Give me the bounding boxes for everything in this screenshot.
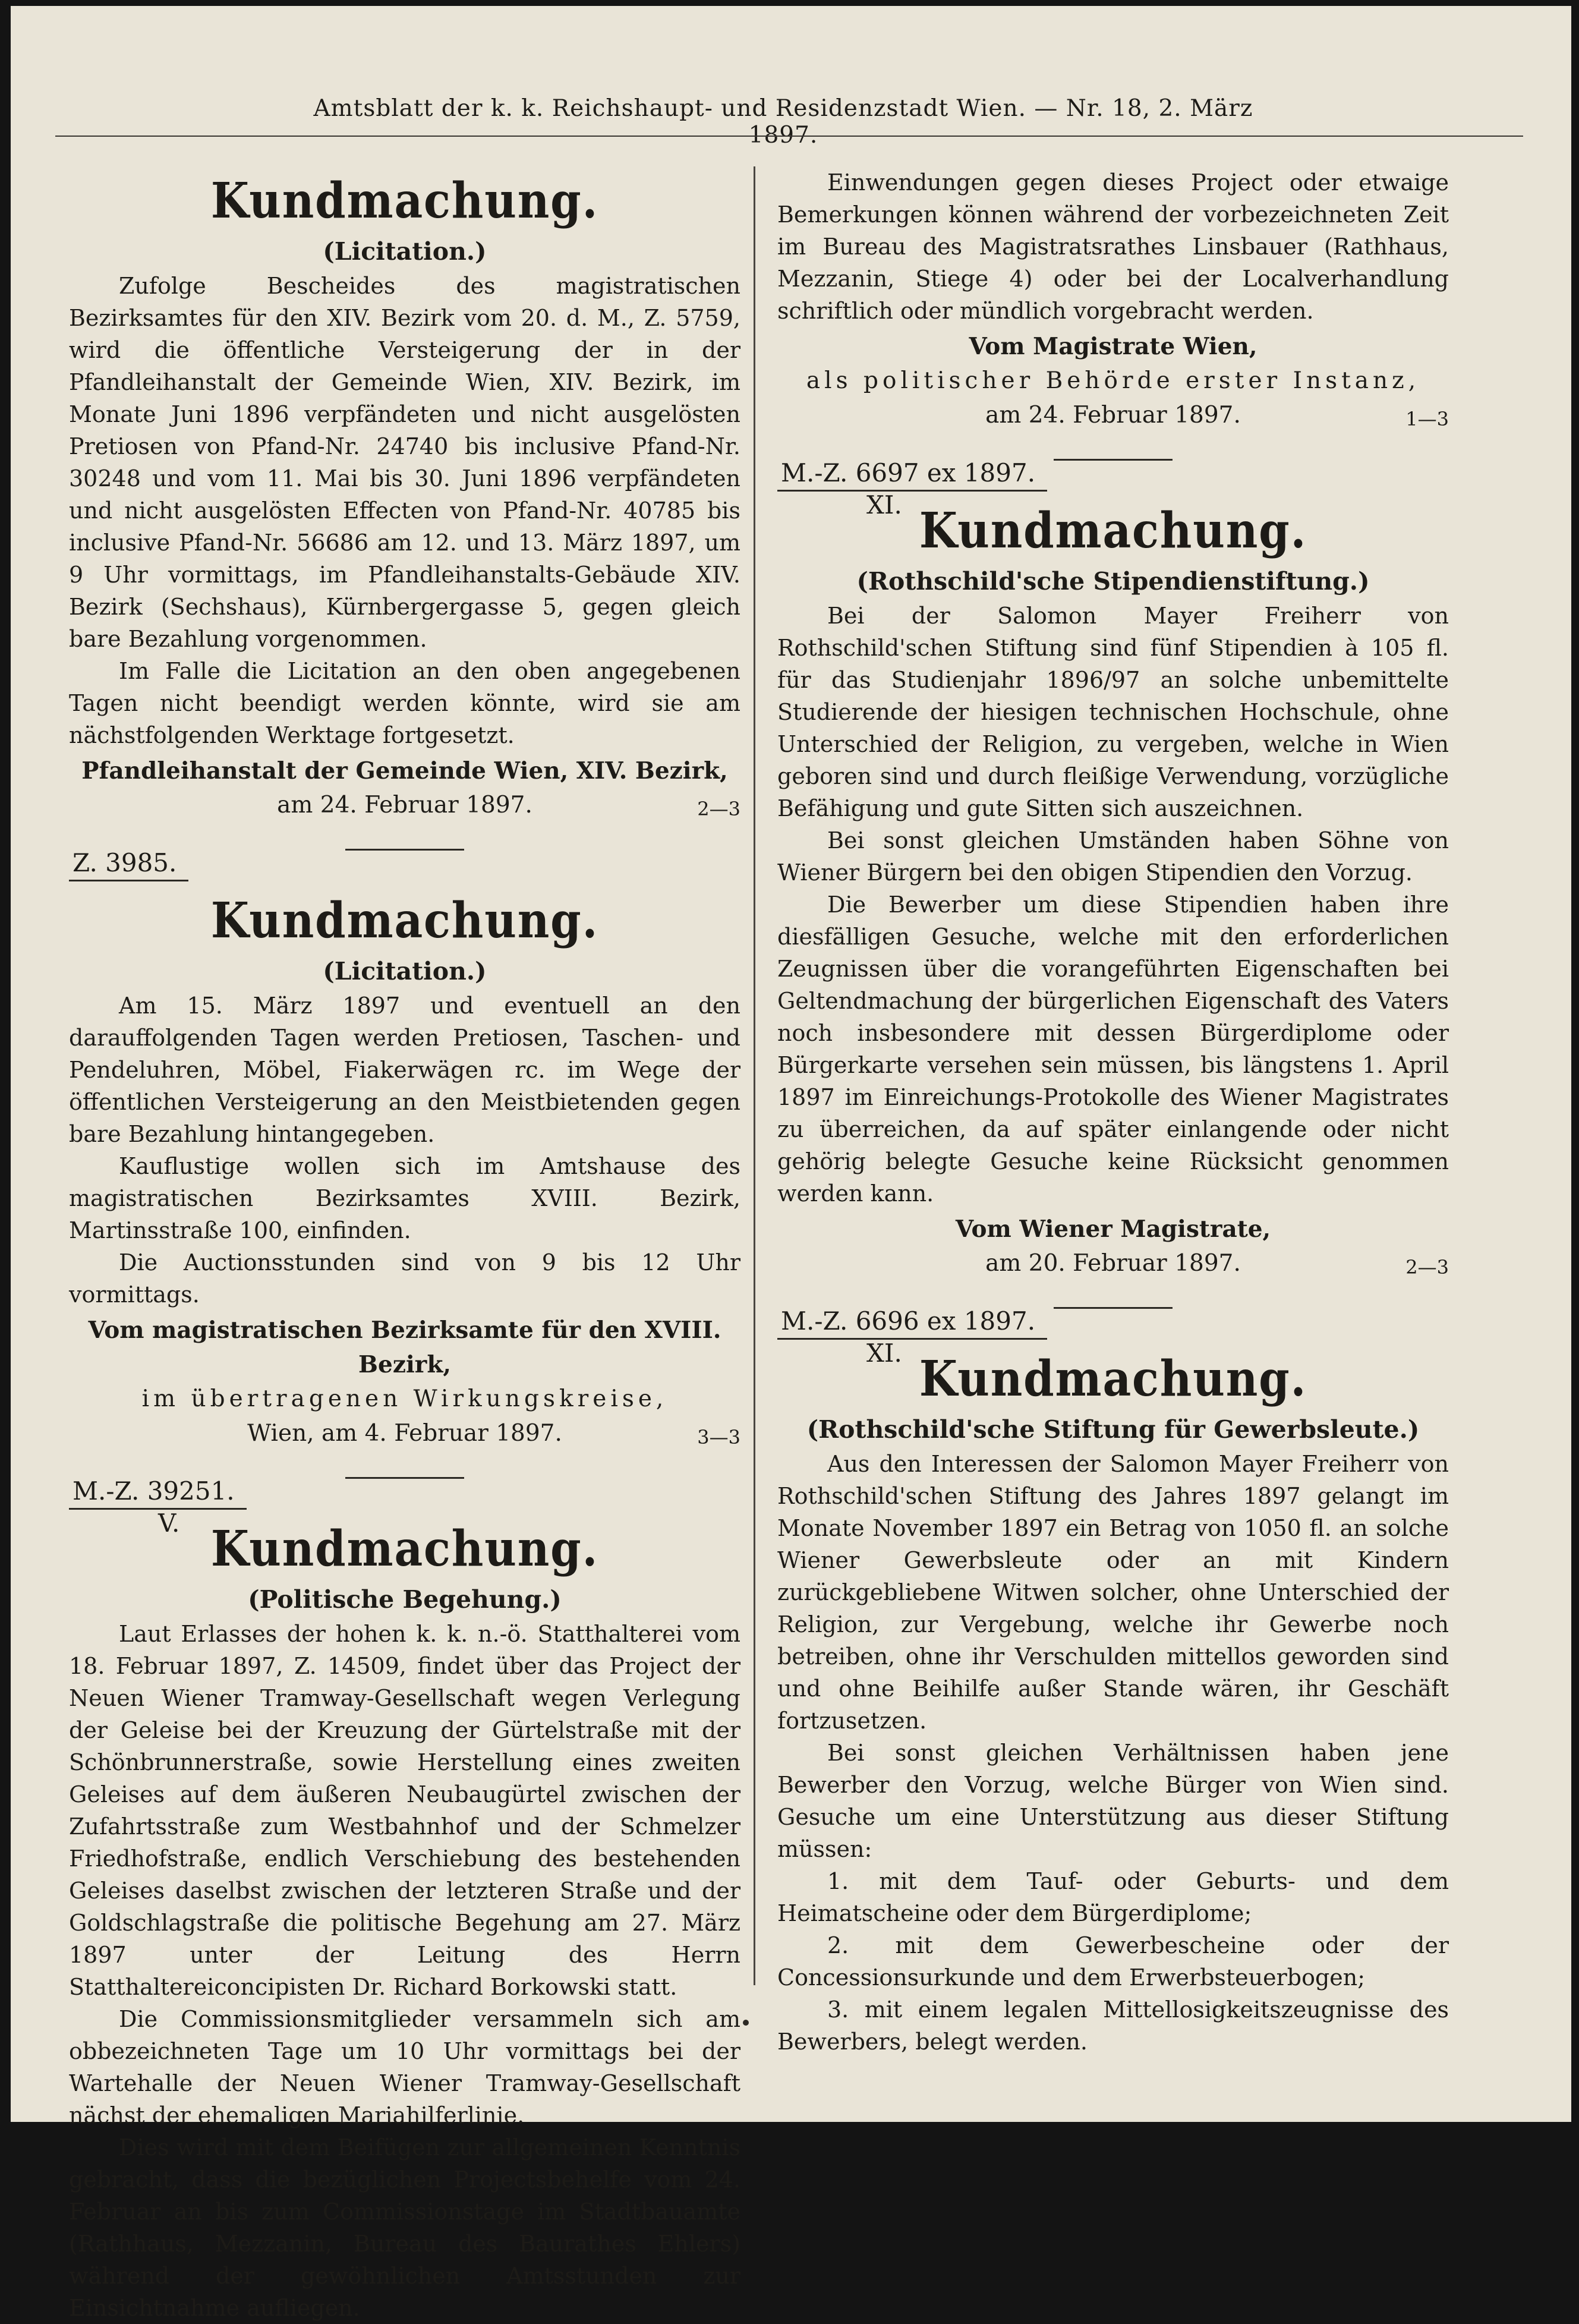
notice-paragraph: Bei der Salomon Mayer Freiherr von Rothschild'schen Stiftung sind fünf Stipendien à 105 fl. für das Studienjahr 1896/97 an solche unbemittelte Studierende der hiesigen technischen Hochschule, ohne Unterschied der Religion, zu vergeben, welche in Wien geboren sind und durch fleißige Verwendung, vorzügliche Befähigung und gute Sitten sich auszeichnen. (777, 603, 1449, 821)
notice-signature: Vom Wiener Magistrate, (955, 1215, 1271, 1243)
ref-line (777, 452, 1449, 519)
ref-line (777, 1300, 1449, 1368)
notice-date-row (777, 398, 1449, 433)
newspaper-page (11, 6, 1571, 2321)
notice-count: 2—3 (697, 798, 740, 820)
notice-signature: Vom magistratischen Bezirksamte für den XVIII. Bezirk, (88, 1317, 721, 1378)
notice-date: am 24. Februar 1897. (277, 792, 532, 818)
notice-title: Kundmachung. (210, 172, 599, 229)
notice-signature: Vom Magistrate Wien, (969, 333, 1257, 360)
notice-paragraph: Kauflustige wollen sich im Amtshause des magistratischen Bezirksamtes XVIII. Bezirk, Martinsstraße 100, einfinden. (69, 1153, 740, 1243)
column-divider (754, 166, 755, 1985)
page-mark (743, 2020, 749, 2026)
notice-paragraph: Im Falle die Licitation an den oben angegebenen Tagen nicht beendigt werden könnte, wird sie am nächstfolgenden Werktage fortgesetzt. (69, 658, 740, 748)
notice-stipendienstiftung (777, 452, 1449, 1281)
notice-subtitle: (Licitation.) (323, 957, 487, 985)
notice-subtitle: (Rothschild'sche Stiftung für Gewerbsleute.) (806, 1415, 1420, 1444)
notice-date-row (69, 788, 740, 823)
notice-count: 2—3 (1405, 1256, 1449, 1278)
list-item: 1. mit dem Tauf- oder Geburts- und dem Heimatscheine oder dem Bürgerdiplome; (777, 1868, 1449, 1926)
notice-pfandleihanstalt (69, 169, 740, 823)
page-header: Amtsblatt der k. k. Reichshaupt- und Residenzstadt Wien. — Nr. 18, 2. März 1897. (313, 95, 1253, 149)
notice-paragraph: Am 15. März 1897 und eventuell an den darauffolgenden Tagen werden Pretiosen, Taschen- und Pendeluhren, Möbel, Fiakerwägen rc. im Wege der öffentlichen Versteigerung an den Meistbietenden gegen bare Bezahlung hintangegeben. (69, 993, 740, 1147)
notice-paragraph: Bei sonst gleichen Umständen haben Söhne von Wiener Bürgern bei den obigen Stipendien den Vorzug. (777, 827, 1449, 886)
notice-reference: M.-Z. 6696 ex 1897. (777, 1306, 1047, 1340)
notice-continuation (777, 166, 1449, 433)
notice-date-row (69, 1416, 740, 1451)
notice-title: Kundmachung. (919, 502, 1307, 559)
notice-licitation-xviii (69, 842, 740, 1451)
notice-authority-line: im übertragenen Wirkungskreise, (141, 1385, 668, 1412)
notice-title: Kundmachung. (210, 892, 599, 949)
notice-paragraph: Zufolge Bescheides des magistratischen Bezirksamtes für den XIV. Bezirk vom 20. d. M., Z. 5759, wird die öffentliche Versteigerung der in der Pfandleihanstalt der Gemeinde Wien, XIV. Bezirk, im Monate Juni 1896 verpfändeten und nicht ausgelösten Pretiosen von Pfand-Nr. 24740 bis inclusive Pfand-Nr. 30248 und vom 11. Mai bis 30. Juni 1896 verpfändeten und nicht ausgelösten Effecten von Pfand-Nr. 40785 bis inclusive Pfand-Nr. 56686 am 12. und 13. März 1897, um 9 Uhr vormittags, im Pfandleihanstalts-Gebäude XIV. Bezirk (Sechshaus), Kürnbergergasse 5, gegen gleich bare Bezahlung vorgenommen. (69, 273, 740, 652)
notice-authority-line: als politischer Behörde erster Instanz, (806, 367, 1420, 394)
list-item: 3. mit einem legalen Mittellosigkeitszeugnisse des Bewerbers, belegt werden. (777, 1997, 1449, 2055)
notice-date: Wien, am 4. Februar 1897. (247, 1420, 562, 1447)
notice-signature: Pfandleihanstalt der Gemeinde Wien, XIV. Bezirk, (81, 757, 728, 785)
notice-section-number: V. (158, 1509, 180, 1538)
notice-paragraph: Die Bewerber um diese Stipendien haben ihre diesfälligen Gesuche, welche mit den erforderlichen Zeugnissen über die vorangeführten Eigenschaften bei Geltendmachung der bürgerlichen Eigenschaft des Vaters noch insbesondere mit dessen Bürgerdiplome oder Bürgerkarte versehen sein müssen, bis längstens 1. April 1897 im Einreichungs-Protokolle des Wiener Magistrates zu überreichen, da auf später einlangende oder nicht gehörig belegte Gesuche keine Rücksicht genommen werden kann. (777, 892, 1449, 1207)
left-column (69, 166, 740, 2324)
ref-line (69, 1470, 740, 1538)
notice-reference: Z. 3985. (69, 848, 188, 881)
notice-subtitle: (Licitation.) (323, 237, 487, 266)
notice-section-number: XI. (866, 490, 902, 519)
list-item: 2. mit dem Gewerbescheine oder der Concessionsurkunde und dem Erwerbsteuerbogen; (777, 1932, 1449, 1991)
notice-reference: M.-Z. 39251. (69, 1476, 247, 1510)
right-column (777, 166, 1449, 2058)
notice-date-row (777, 1246, 1449, 1281)
header-rule (55, 136, 1523, 137)
notice-count: 1—3 (1405, 408, 1449, 430)
notice-subtitle: (Politische Begehung.) (248, 1585, 562, 1614)
notice-date: am 20. Februar 1897. (985, 1250, 1241, 1277)
ref-line (69, 842, 740, 886)
notice-subtitle: (Rothschild'sche Stipendienstiftung.) (856, 567, 1370, 596)
notice-paragraph: Laut Erlasses der hohen k. k. n.-ö. Statthalterei vom 18. Februar 1897, Z. 14509, findet über das Project der Neuen Wiener Tramway-Gesellschaft wegen Verlegung der Geleise bei der Kreuzung der Gürtelstraße mit der Schönbrunnerstraße, sowie Herstellung eines zweiten Geleises auf dem äußeren Neubaugürtel zwischen der Zufahrtsstraße zum Westbahnhof und der Schmelzer Friedhofstraße, endlich Verschiebung des bestehenden Geleises daselbst zwischen der letzteren Straße und der Goldschlagstraße die politische Begehung am 27. März 1897 unter der Leitung des Herrn Statthaltereiconcipisten Dr. Richard Borkowski statt. (69, 1621, 740, 2000)
notice-reference: M.-Z. 6697 ex 1897. (777, 458, 1047, 492)
notice-gewerbsleute (777, 1300, 1449, 2058)
notice-paragraph: Dies wird mit dem Beifügen zur allgemeinen Kenntnis gebracht, dass die bezüglichen Projectsbehelfe vom 24. Februar an bis zum Commissionstage im Stadtbauamte (Rathhaus, Mezzanin, Bureau des Baurathes Ehlers) während der gewöhnlichen Amtsstunden zur Einsichtnahme aufliegen. (69, 2134, 740, 2321)
notice-politische-begehung (69, 1470, 740, 2324)
notice-count: 3—3 (697, 1426, 740, 1448)
notice-title: Kundmachung. (919, 1350, 1307, 1407)
notice-paragraph: Bei sonst gleichen Verhältnissen haben jene Bewerber den Vorzug, welche Bürger von Wien sind. Gesuche um eine Unterstützung aus dieser Stiftung müssen: (777, 1740, 1449, 1862)
notice-paragraph: Aus den Interessen der Salomon Mayer Freiherr von Rothschild'schen Stiftung des Jahres 1897 gelangt im Monate November 1897 ein Betrag von 1050 fl. an solche Wiener Gewerbsleute oder an mit Kindern zurückgebliebene Witwen solcher, ohne Unterschied der Religion, zur Vergebung, welche ihr Gewerbe noch betreiben, ohne ihr Verschulden mittellos geworden sind und ohne Beihilfe außer Stande wären, ihr Geschäft fortzusetzen. (777, 1451, 1449, 1734)
notice-paragraph: Einwendungen gegen dieses Project oder etwaige Bemerkungen können während der vorbezeichneten Zeit im Bureau des Magistratsrathes Linsbauer (Rathhaus, Mezzanin, Stiege 4) oder bei der Localverhandlung schriftlich oder mündlich vorgebracht werden. (777, 169, 1449, 324)
notice-date: am 24. Februar 1897. (985, 402, 1241, 429)
notice-paragraph: Die Commissionsmitglieder versammeln sich am obbezeichneten Tage um 10 Uhr vormittags bei der Wartehalle der Neuen Wiener Tramway-Gesellschaft nächst der ehemaligen Mariahilferlinie. (69, 2006, 740, 2128)
notice-title: Kundmachung. (210, 1520, 599, 1577)
notice-paragraph: Die Auctionsstunden sind von 9 bis 12 Uhr vormittags. (69, 1249, 740, 1308)
notice-section-number: XI. (866, 1339, 902, 1368)
